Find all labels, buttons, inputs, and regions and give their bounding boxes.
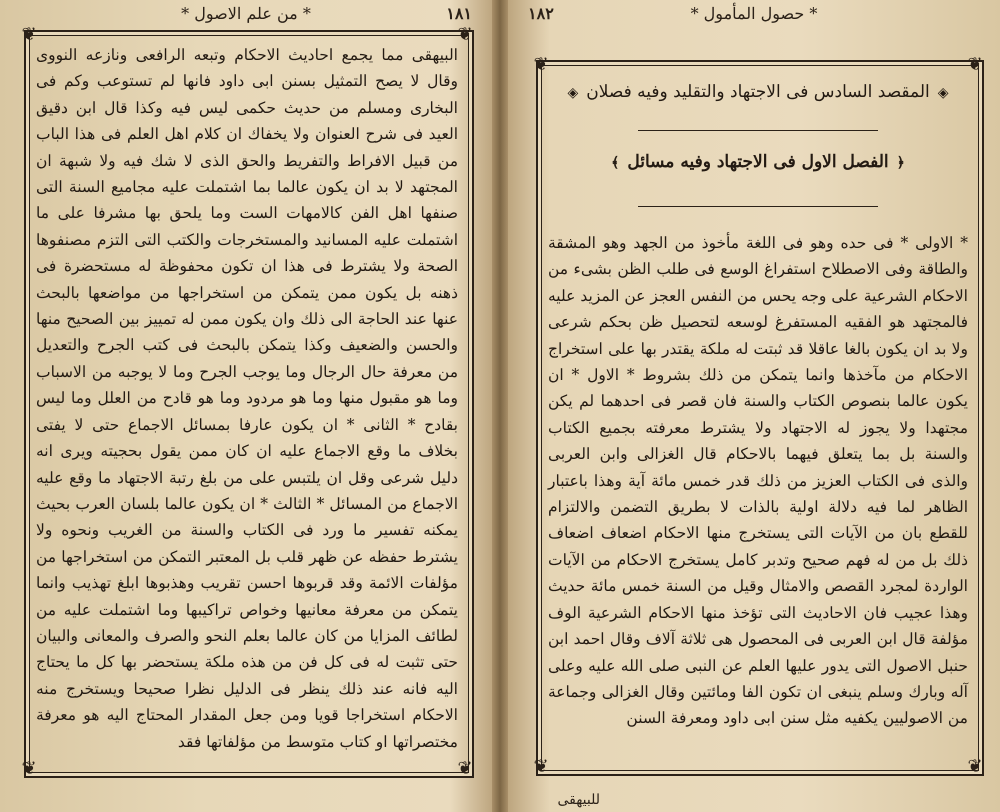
corner-ornament-icon: ❦ — [21, 758, 37, 779]
bracket-ornament-icon: ﴾ — [611, 155, 620, 171]
chapter-divider — [638, 206, 878, 207]
chapter-heading — [548, 152, 968, 182]
section-heading-text: المقصد السادس فى الاجتهاد والتقليد وفيه فصلان — [586, 82, 930, 102]
left-body-text — [36, 42, 458, 755]
left-page-number: ١٨١ — [446, 4, 472, 23]
right-running-head — [508, 4, 1000, 28]
chapter-heading-text: الفصل الاول فى الاجتهاد وفيه مسائل — [627, 152, 889, 172]
catchword: للبيهقى — [557, 792, 600, 808]
fleuron-icon: ◈ — [937, 85, 949, 101]
left-body-paragraph: البيهقى مما يجمع احاديث الاحكام وتبعه الرافعى ونازعه النووى وقال لا يصح التمثيل بسنن ابى داود فانها لم تستوعب وكم فى البخارى ومسلم من حديث حكمى ليس فيه وكذا قال ابن دقيق العيد فى شرح العنوان ولا يخفاك ان كلام اهل العلم فى هذا الباب من قبيل الافراط والتفريط والحق الذى لا شك فيه ولا شبهة ان المجتهد لا بد ان يكون عالما بما اشتملت عليه مجاميع السنة التى صنفها اهل الفن كالامهات الست وما يلحق بها مشرفا على ما اشتملت عليه المسانيد والمستخرجات والكتب التى التزم مصنفوها الصحة ولا يشترط فى هذا ان تكون محفوظة له مستحضرة فى ذهنه بل يكون ممن يتمكن من استخراجها من مواضعها بالبحث عنها عند الحاجة الى ذلك وان يكون ممن له تمييز بين الصحيح منها والحسن والضعيف وكذا يتمكن بالبحث فى كتب الجرح والتعديل من معرفة حال الرجال وما يوجب الجرح وما لا يوجبه من الاسباب وما هو مقبول منها وما هو مردود وما هو قادح من العلل وما ليس بقادح * الثانى * ان يكون عارفا بمسائل الاجماع حتى لا يفتى بخلاف ما وقع الاجماع عليه ان كان ممن يقول بحجيته ويرى انه دليل شرعى وقل ان يلتبس على من بلغ رتبة الاجتهاد ما وقع عليه الاجماع من المسائل * الثالث * ان يكون عالما بلسان العرب بحيث يمكنه تفسير ما ورد فى الكتاب والسنة من الغريب ونحوه ولا يشترط حفظه عن ظهر قلب بل المعتبر التمكن من استخراجها من مؤلفات الائمة وقد قربوها احسن تقريب وهذبوها ابلغ تهذيب وانما يتمكن من معرفة معانيها وخواص تراكيبها وما اشتملت عليه من لطائف المزايا من كان عالما بعلم النحو والصرف والمعانى والبيان حتى تثبت له فى كل فن من هذه ملكة يستحضر بها كل ما يحتاج اليه فانه عند ذلك ينظر فى الدليل نظرا صحيحا ويستخرج منه الاحكام استخراجا قويا ومن جعل المقدار المحتاج اليه هو معرفة مختصراتها او كتاب متوسط من مؤلفاتها فقد — [36, 46, 458, 751]
right-body-text — [548, 230, 968, 732]
right-page — [508, 0, 1000, 812]
right-body-paragraph: * الاولى * فى حده وهو فى اللغة مأخوذ من الجهد وهو المشقة والطاقة وفى الاصطلاح استفراغ الوسع فى طلب الظن بشىء من الاحكام الشرعية على وجه يحس من النفس العجز عن المزيد عليه فالمجتهد هو الفقيه المستفرغ لوسعه لتحصيل ظن بحكم شرعى ولا بد ان يكون بالغا عاقلا قد ثبتت له ملكة يقتدر بها على استخراج الاحكام من مآخذها وانما يتمكن من ذلك بشروط * الاول * ان يكون عالما بنصوص الكتاب والسنة فان قصر فى احدهما لم يكن مجتهدا ولا يجوز له الاجتهاد ولا يشترط معرفته بجميع الكتاب والسنة بل بما يتعلق فيهما بالاحكام قال الغزالى وابن العربى والذى فى الكتاب العزيز من ذلك قدر خمس مائة آية وهذا باعتبار الظاهر لما فيه دلالة اولية بالذات لا بطريق التضمن والالتزام للقطع بان من الآيات التى يستخرج منها الاحكام اضعاف اضعاف ذلك بل من له فهم صحيح وتدبر كامل يستخرج الاحكام من الآيات الواردة لمجرد القصص والامثال وقيل من السنة خمس مائة حديث وهذا عجيب فان الاحاديث التى تؤخذ منها الاحكام الشرعية الوف مؤلفة قال ابن العربى فى المحصول هى ثلاثة آلاف وقال احمد ابن حنبل الاصول التى يدور عليها العلم عن النبى صلى الله عليه وعلى آله وبارك وسلم ينبغى ان تكون الفا ومائتين وقال الغزالى وجماعة من الاصوليين يكفيه مثل سنن ابى داود ومعرفة السنن — [548, 234, 968, 728]
left-running-head — [0, 4, 492, 28]
corner-ornament-icon: ❦ — [457, 758, 473, 779]
left-running-title: * من علم الاصول * — [181, 4, 311, 23]
corner-ornament-icon: ❦ — [967, 54, 983, 75]
bracket-ornament-icon: ﴿ — [896, 155, 905, 171]
left-page — [0, 0, 492, 812]
book-gutter — [492, 0, 508, 812]
right-running-title: * حصول المأمول * — [690, 4, 818, 23]
corner-ornament-icon: ❦ — [457, 24, 473, 45]
fleuron-icon: ◈ — [567, 85, 579, 101]
corner-ornament-icon: ❦ — [533, 756, 549, 777]
corner-ornament-icon: ❦ — [967, 756, 983, 777]
corner-ornament-icon: ❦ — [533, 54, 549, 75]
section-heading — [548, 82, 968, 116]
corner-ornament-icon: ❦ — [21, 24, 37, 45]
title-divider — [638, 130, 878, 131]
right-page-number: ١٨٢ — [528, 4, 554, 23]
